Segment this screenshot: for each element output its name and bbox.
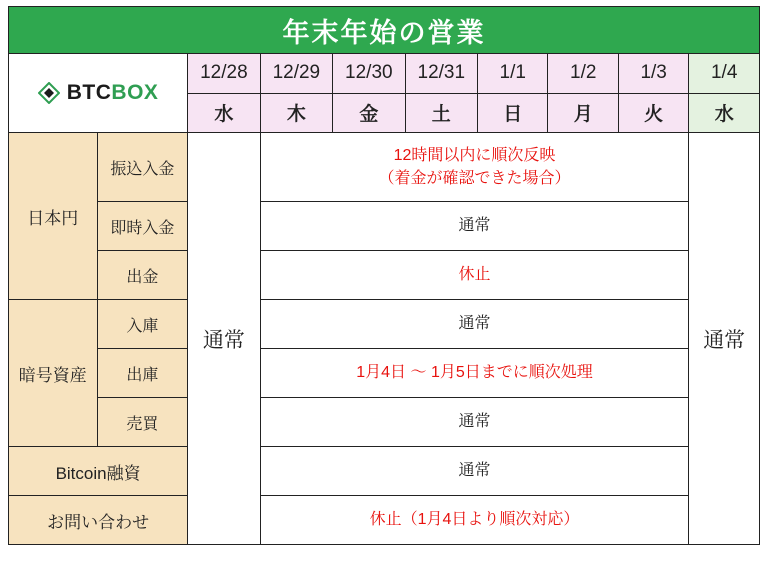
brand-name-box: BOX <box>111 81 159 104</box>
first-column-value: 通常 <box>188 133 260 545</box>
value-shukkin: 休止 <box>260 251 689 300</box>
table-row <box>9 496 760 545</box>
table-row <box>9 398 760 447</box>
date-header-7: 1/4 <box>689 54 760 94</box>
date-header-0: 12/28 <box>188 54 260 94</box>
table-row <box>9 202 760 251</box>
page-title: 年末年始の営業 <box>9 7 760 54</box>
date-header-3: 12/31 <box>405 54 477 94</box>
title-row <box>9 7 760 54</box>
dow-header-5: 月 <box>548 93 618 133</box>
brand-logo <box>9 54 188 133</box>
row-label-shukko: 出庫 <box>97 349 188 398</box>
value-line-2: （着金が確認できた場合） <box>378 170 571 187</box>
dow-header-7: 水 <box>689 93 760 133</box>
value-nyuko: 通常 <box>260 300 689 349</box>
date-header-5: 1/2 <box>548 54 618 94</box>
last-column-value: 通常 <box>689 133 760 545</box>
dow-header-6: 火 <box>618 93 688 133</box>
value-shukko: 1月4日 〜 1月5日までに順次処理 <box>260 349 689 398</box>
category-jpy: 日本円 <box>9 133 98 300</box>
value-contact: 休止（1月4日より順次対応） <box>260 496 689 545</box>
table-row <box>9 349 760 398</box>
value-baibai: 通常 <box>260 398 689 447</box>
row-label-shukkin: 出金 <box>97 251 188 300</box>
date-header-1: 12/29 <box>260 54 332 94</box>
dow-header-4: 日 <box>478 93 548 133</box>
value-sokuji-nyukin: 通常 <box>260 202 689 251</box>
category-crypto: 暗号資産 <box>9 300 98 447</box>
row-label-contact: お問い合わせ <box>9 496 188 545</box>
row-label-furikomi-nyukin: 振込入金 <box>97 133 188 202</box>
dow-header-1: 木 <box>260 93 332 133</box>
date-header-row <box>9 54 760 94</box>
schedule-table <box>8 6 760 545</box>
value-bitcoin-loan: 通常 <box>260 447 689 496</box>
row-label-nyuko: 入庫 <box>97 300 188 349</box>
dow-header-3: 土 <box>405 93 477 133</box>
dow-header-0: 水 <box>188 93 260 133</box>
diamond-logo-icon <box>38 82 60 104</box>
row-label-baibai: 売買 <box>97 398 188 447</box>
date-header-4: 1/1 <box>478 54 548 94</box>
table-row <box>9 447 760 496</box>
row-label-sokuji-nyukin: 即時入金 <box>97 202 188 251</box>
value-furikomi-nyukin <box>260 133 689 202</box>
table-row <box>9 300 760 349</box>
row-label-bitcoin-loan: Bitcoin融資 <box>9 447 188 496</box>
table-row <box>9 251 760 300</box>
date-header-2: 12/30 <box>333 54 405 94</box>
brand-name-btc: BTC <box>66 81 112 104</box>
dow-header-2: 金 <box>333 93 405 133</box>
value-line-1: 12時間以内に順次反映 <box>393 146 556 164</box>
table-row <box>9 133 760 202</box>
date-header-6: 1/3 <box>618 54 688 94</box>
